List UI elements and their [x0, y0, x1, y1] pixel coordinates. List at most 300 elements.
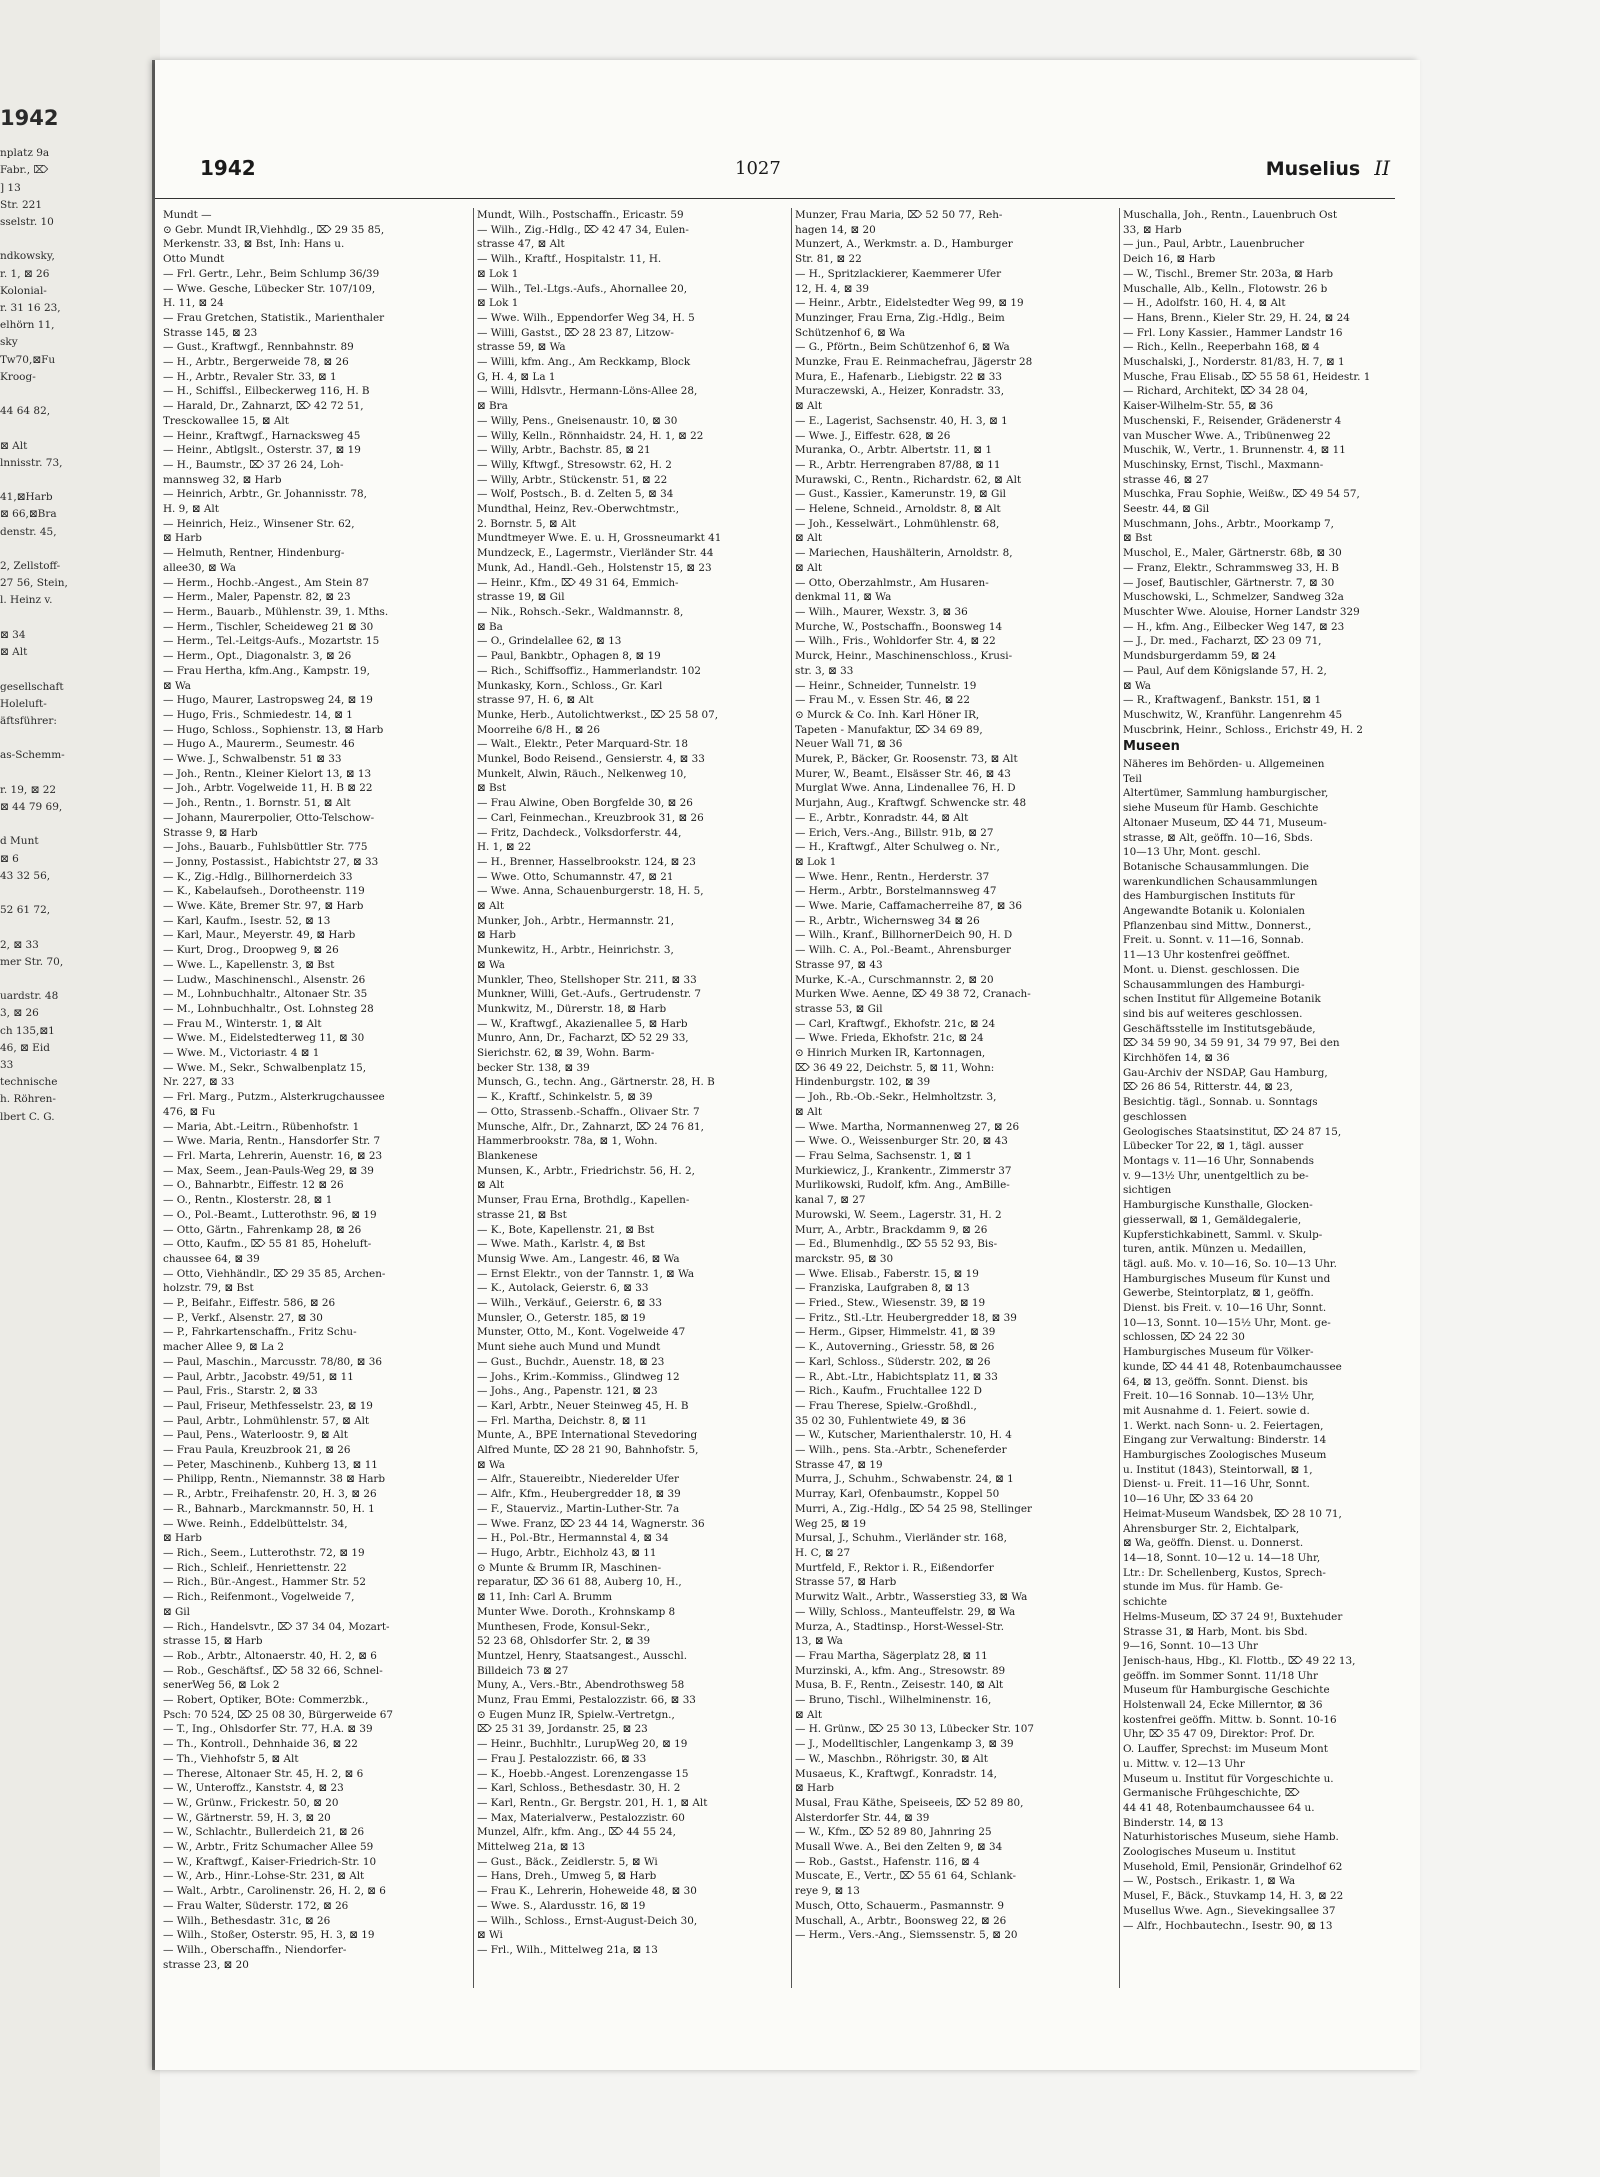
- directory-entry-line: — Willy, Arbtr., Bachstr. 85, ⊠ 21: [477, 444, 651, 457]
- directory-entry-line: Binderstr. 14, ⊠ 13: [1123, 1816, 1224, 1829]
- directory-entry-line: Muschmann, Johs., Arbtr., Moorkamp 7,: [1123, 517, 1334, 530]
- directory-entry-line: — jun., Paul, Arbtr., Lauenbrucher: [1123, 238, 1305, 251]
- directory-entry-line: — Paul, Friseur, Methfesselstr. 23, ⊠ 19: [163, 1399, 373, 1412]
- directory-entry-line: — Wwe. Franz, ⌦ 23 44 14, Wagnerstr. 36: [477, 1517, 705, 1530]
- directory-entry-line: ⊠ Harb: [163, 532, 202, 545]
- directory-entry-line: — Fritz, Dachdeck., Volksdorferstr. 44,: [477, 826, 682, 839]
- directory-entry-line: — Paul, Arbtr., Jacobstr. 49/51, ⊠ 11: [163, 1370, 354, 1383]
- directory-entry-line: ⊠ Harb: [477, 929, 516, 942]
- directory-entry-line: siehe Museum für Hamb. Geschichte: [1123, 802, 1319, 815]
- directory-entry-line: — Rich., Bür.-Angest., Hammer Str. 52: [163, 1576, 366, 1589]
- directory-entry-line: — Alfr., Stauereibtr., Niederelder Ufer: [477, 1473, 680, 1486]
- directory-entry-line: reparatur, ⌦ 36 61 88, Auberg 10, H.,: [477, 1576, 682, 1589]
- directory-entry-line: — K., Autolack, Geierstr. 6, ⊠ 33: [477, 1282, 649, 1295]
- directory-entry-line: — Alfr., Hochbautechn., Isestr. 90, ⊠ 13: [1123, 1919, 1333, 1932]
- directory-entry-line: — Gust., Kassier., Kamerunstr. 19, ⊠ Gil: [795, 488, 1006, 501]
- directory-entry-line: — Wwe. Käte, Bremer Str. 97, ⊠ Harb: [163, 900, 364, 913]
- directory-entry-line: — Heinr., Arbtr., Eidelstedter Weg 99, ⊠ 19: [795, 297, 1024, 310]
- directory-entry-line: Musal, Frau Käthe, Speiseeis, ⌦ 52 89 80,: [795, 1796, 1024, 1809]
- directory-entry-line: — Paul, Auf dem Königslande 57, H. 2,: [1123, 664, 1327, 677]
- directory-entry-line: — Wilh., Maurer, Wexstr. 3, ⊠ 36: [795, 605, 968, 618]
- directory-entry-line: — Rich., Kaufm., Fruchtallee 122 D: [795, 1385, 982, 1398]
- directory-entry-line: Munkelt, Alwin, Räuch., Nelkenweg 10,: [477, 767, 687, 780]
- directory-entry-line: — Helene, Schneid., Arnoldstr. 8, ⊠ Alt: [795, 503, 1001, 516]
- directory-entry-line: — Otto, Kaufm., ⌦ 55 81 85, Hoheluft-: [163, 1238, 372, 1251]
- directory-entry-line: marckstr. 95, ⊠ 30: [795, 1252, 894, 1265]
- facing-page-line: ndkowsky,: [0, 250, 55, 263]
- directory-entry-line: ⊙ Hinrich Murken IR, Kartonnagen,: [795, 1047, 986, 1060]
- directory-entry-line: allee30, ⊠ Wa: [163, 561, 236, 574]
- directory-entry-line: — O., Pol.-Beamt., Lutterothstr. 96, ⊠ 19: [163, 1208, 377, 1221]
- directory-entry-line: — Rob., Geschäftsf., ⌦ 58 32 66, Schnel-: [163, 1664, 383, 1677]
- directory-entry-line: Murra, J., Schuhm., Schwabenstr. 24, ⊠ 1: [795, 1473, 1014, 1486]
- directory-entry-line: — Philipp, Rentn., Niemannstr. 38 ⊠ Harb: [163, 1473, 386, 1486]
- directory-entry-line: — Herm., Gipser, Himmelstr. 41, ⊠ 39: [795, 1326, 996, 1339]
- directory-entry-line: — Paul, Pens., Waterloostr. 9, ⊠ Alt: [163, 1429, 348, 1442]
- directory-entry-line: — Th., Viehhofstr 5, ⊠ Alt: [163, 1752, 299, 1765]
- facing-page-line: 44 64 82,: [0, 405, 51, 418]
- header-keyword-text: Muselius: [1265, 158, 1361, 180]
- column-divider: [791, 208, 792, 1988]
- directory-entry-line: holzstr. 79, ⊠ Bst: [163, 1282, 254, 1295]
- directory-entry-line: schlossen, ⌦ 24 22 30: [1123, 1331, 1245, 1344]
- directory-entry-line: — Frl., Wilh., Mittelweg 21a, ⊠ 13: [477, 1943, 658, 1956]
- directory-entry-line: — Joh., Kesselwärt., Lohmühlenstr. 68,: [795, 517, 1000, 530]
- directory-entry-line: — Johann, Maurerpolier, Otto-Telschow-: [163, 811, 375, 824]
- directory-entry-line: u. Institut (1843), Steintorwall, ⊠ 1,: [1123, 1463, 1313, 1476]
- directory-entry-line: — Frau Selma, Sachsenstr. 1, ⊠ 1: [795, 1150, 973, 1162]
- directory-entry-line: — Wwe. Math., Karlstr. 4, ⊠ Bst: [477, 1238, 646, 1251]
- directory-entry-line: — Frau K., Lehrerin, Hoheweide 48, ⊠ 30: [477, 1885, 697, 1898]
- directory-entry-line: — Wilh., Verkäuf., Geierstr. 6, ⊠ 33: [477, 1297, 662, 1310]
- directory-entry-line: — Paul, Bankbtr., Ophagen 8, ⊠ 19: [477, 650, 661, 663]
- directory-entry-line: Munkwitz, M., Dürerstr. 18, ⊠ Harb: [477, 1002, 667, 1015]
- directory-entry-line: — Wilh., Kranf., BillhornerDeich 90, H. D: [795, 929, 1013, 942]
- directory-entry-line: Murtfeld, F., Rektor i. R., Eißendorfer: [795, 1561, 994, 1574]
- directory-entry-line: — Hans, Dreh., Umweg 5, ⊠ Harb: [477, 1870, 657, 1883]
- directory-entry-line: — Wwe. Maria, Rentn., Hansdorfer Str. 7: [163, 1135, 381, 1148]
- directory-entry-line: ⊠ Lok 1: [795, 855, 837, 868]
- directory-entry-line: ⊠ Wa: [1123, 679, 1151, 692]
- directory-entry-line: — Frau Hertha, kfm.Ang., Kampstr. 19,: [163, 664, 370, 677]
- directory-entry-line: Muschka, Frau Sophie, Weißw., ⌦ 49 54 57,: [1123, 488, 1360, 501]
- directory-entry-line: ⌦ 34 59 90, 34 59 91, 34 79 97, Bei den: [1123, 1037, 1340, 1050]
- directory-entry-line: — Bruno, Tischl., Wilhelminenstr. 16,: [795, 1694, 992, 1707]
- directory-entry-line: Muraczewski, A., Heizer, Konradstr. 33,: [795, 385, 1005, 398]
- facing-page-line: d Munt: [0, 835, 39, 848]
- directory-entry-line: Munkler, Theo, Stellshoper Str. 211, ⊠ 33: [477, 973, 697, 986]
- directory-entry-line: — Otto, Viehhändlr., ⌦ 29 35 85, Archen-: [163, 1267, 386, 1280]
- directory-entry-line: — Wwe. Anna, Schauenburgerstr. 18, H. 5,: [477, 885, 704, 898]
- directory-entry-line: — W., Gärtnerstr. 59, H. 3, ⊠ 20: [163, 1811, 331, 1824]
- directory-entry-line: — Karl, Maur., Meyerstr. 49, ⊠ Harb: [163, 929, 356, 942]
- directory-entry-line: Munzinger, Frau Erna, Zig.-Hdlg., Beim: [795, 311, 1005, 324]
- directory-entry-line: ⊠ Bra: [477, 400, 508, 413]
- directory-entry-line: — Frau M., v. Essen Str. 46, ⊠ 22: [795, 694, 971, 707]
- directory-entry-line: — Heinr., Abtlgslt., Osterstr. 37, ⊠ 19: [163, 444, 361, 457]
- directory-entry-line: — Wwe. Otto, Schumannstr. 47, ⊠ 21: [477, 870, 674, 883]
- directory-entry-line: — H., Arbtr., Revaler Str. 33, ⊠ 1: [163, 370, 337, 383]
- facing-page-line: 27 56, Stein,: [0, 577, 68, 590]
- facing-page-line: [0, 661, 150, 678]
- directory-entry-line: Mundsburgerdamm 59, ⊠ 24: [1123, 650, 1276, 663]
- directory-entry-line: Mont. u. Dienst. geschlossen. Die: [1123, 963, 1300, 976]
- directory-entry-line: ⊠ Gil: [163, 1605, 190, 1618]
- directory-entry-line: — W., Kfm., ⌦ 52 89 80, Jahnring 25: [795, 1826, 992, 1839]
- directory-entry-line: Schützenhof 6, ⊠ Wa: [795, 326, 906, 339]
- directory-entry-line: Strasse 31, ⊠ Harb, Mont. bis Sbd.: [1123, 1625, 1308, 1638]
- directory-entry-line: — P., Verkf., Alsenstr. 27, ⊠ 30: [163, 1311, 323, 1324]
- column-divider: [473, 208, 474, 1988]
- directory-entry-line: Hamburgisches Museum für Kunst und: [1123, 1272, 1331, 1285]
- facing-page-line: ⊠ 34: [0, 628, 26, 641]
- directory-entry-line: — Karl, Arbtr., Neuer Steinweg 45, H. B: [477, 1399, 689, 1412]
- directory-entry-line: ⊠ Wi: [477, 1929, 503, 1942]
- directory-entry-line: Kupferstichkabinett, Samml. v. Skulp-: [1123, 1228, 1323, 1241]
- directory-entry-line: — Wwe. Reinh., Eddelbüttelstr. 34,: [163, 1517, 348, 1530]
- directory-entry-line: — H., Adolfstr. 160, H. 4, ⊠ Alt: [1123, 297, 1286, 310]
- directory-entry-line: ⊠ Wa: [477, 1458, 505, 1471]
- directory-entry-line: — Herm., Arbtr., Borstelmannsweg 47: [795, 885, 997, 898]
- directory-entry-line: — Paul, Maschin., Marcusstr. 78/80, ⊠ 36: [163, 1355, 382, 1368]
- directory-entry-line: Näheres im Behörden- u. Allgemeinen: [1123, 758, 1325, 771]
- directory-entry-line: — J., Modelltischler, Langenkamp 3, ⊠ 39: [795, 1738, 1014, 1751]
- directory-entry-line: — Hugo, Schloss., Sophienstr. 13, ⊠ Harb: [163, 723, 384, 736]
- directory-entry-line: Muschowski, L., Schmelzer, Sandweg 32a: [1123, 591, 1344, 604]
- directory-entry-line: strasse 53, ⊠ Gil: [795, 1002, 883, 1015]
- directory-entry-line: 10—13 Uhr, Mont. geschl.: [1123, 846, 1261, 859]
- directory-entry-line: — W., Arbtr., Fritz Schumacher Allee 59: [163, 1841, 374, 1854]
- facing-page-line: lnnisstr. 73,: [0, 456, 63, 469]
- directory-entry-line: Sierichstr. 62, ⊠ 39, Wohn. Barm-: [477, 1047, 655, 1060]
- directory-entry-line: ⊙ Murck & Co. Inh. Karl Höner IR,: [795, 708, 980, 721]
- directory-entry-line: Musche, Frau Elisab., ⌦ 55 58 61, Heidestr. 1: [1123, 370, 1371, 383]
- directory-entry-line: — W., Grünw., Frickestr. 50, ⊠ 20: [163, 1796, 339, 1809]
- directory-entry-line: strasse 97, H. 6, ⊠ Alt: [477, 694, 594, 707]
- directory-entry-line: Munser, Frau Erna, Brothdlg., Kapellen-: [477, 1194, 690, 1207]
- directory-entry-line: — F., Stauerviz., Martin-Luther-Str. 7a: [477, 1502, 680, 1515]
- directory-entry-line: — H., Schiffsl., Eilbeckerweg 116, H. B: [163, 385, 370, 398]
- directory-entry-line: — Herm., Opt., Diagonalstr. 3, ⊠ 26: [163, 650, 352, 663]
- directory-entry-line: Murche, W., Postschaffn., Boonsweg 14: [795, 620, 1003, 633]
- directory-entry-line: Lübecker Tor 22, ⊠ 1, tägl. ausser: [1123, 1140, 1304, 1153]
- directory-entry-line: — Heinr., Schneider, Tunnelstr. 19: [795, 679, 977, 692]
- directory-entry-line: mannsweg 32, ⊠ Harb: [163, 473, 282, 486]
- directory-entry-line: Str. 81, ⊠ 22: [795, 253, 862, 266]
- directory-entry-line: — J., Dr. med., Facharzt, ⌦ 23 09 71,: [1123, 635, 1322, 648]
- directory-entry-line: — Wwe. M., Sekr., Schwalbenplatz 15,: [163, 1061, 367, 1074]
- directory-entry-line: — E., Lagerist, Sachsenstr. 40, H. 3, ⊠ 1: [795, 414, 1008, 427]
- directory-entry-line: — Jonny, Postassist., Habichtstr 27, ⊠ 33: [163, 855, 379, 868]
- directory-entry-line: mit Ausnahme d. 1. Feiert. sowie d.: [1123, 1404, 1310, 1417]
- directory-entry-line: — Wwe. Frieda, Ekhofstr. 21c, ⊠ 24: [795, 1032, 984, 1045]
- directory-entry-line: — Otto, Strassenb.-Schaffn., Olivaer Str. 7: [477, 1105, 700, 1118]
- directory-entry-line: — W., Kraftwgf., Akazienallee 5, ⊠ Harb: [477, 1017, 688, 1030]
- directory-entry-line: Murck, Heinr., Maschinenschloss., Krusi-: [795, 650, 1013, 663]
- directory-entry-line: Murri, A., Zig.-Hdlg., ⌦ 54 25 98, Stellinger: [795, 1502, 1032, 1515]
- directory-entry-line: — Paul, Arbtr., Lohmühlenstr. 57, ⊠ Alt: [163, 1414, 370, 1427]
- facing-page-line: 3, ⊠ 26: [0, 1007, 39, 1020]
- directory-entry-line: — Joh., Rentn., Kleiner Kielort 13, ⊠ 13: [163, 767, 372, 780]
- page-number: 1027: [735, 158, 781, 179]
- directory-entry-line: Hamburgisches Museum für Völker-: [1123, 1346, 1314, 1359]
- directory-entry-line: Murza, A., Stadtinsp., Horst-Wessel-Str.: [795, 1620, 1004, 1633]
- directory-entry-line: Munk, Ad., Handl.-Geh., Holstenstr 15, ⊠ 23: [477, 561, 712, 574]
- directory-entry-line: kanal 7, ⊠ 27: [795, 1194, 866, 1207]
- directory-entry-line: Strasse 9, ⊠ Harb: [163, 826, 258, 839]
- directory-entry-line: — Rob., Gastst., Hafenstr. 116, ⊠ 4: [795, 1855, 980, 1868]
- directory-entry-line: — Willy, Kftwgf., Stresowstr. 62, H. 2: [477, 458, 672, 471]
- header-keyword-suffix: II: [1374, 156, 1390, 180]
- directory-entry-line: — Rich., Schiffsoffiz., Hammerlandstr. 102: [477, 664, 701, 677]
- directory-entry-line: — H., Baumstr., ⌦ 37 26 24, Loh-: [163, 458, 344, 471]
- directory-entry-line: — Hugo, Fris., Schmiedestr. 14, ⊠ 1: [163, 708, 353, 721]
- directory-entry-line: Munte, A., BPE International Stevedoring: [477, 1429, 698, 1442]
- facing-page-line: [0, 919, 150, 936]
- facing-page-line: [0, 730, 150, 747]
- directory-entry-line: — Herm., Tischler, Scheideweg 21 ⊠ 30: [163, 620, 374, 633]
- facing-page-line: l. Heinz v.: [0, 594, 53, 607]
- directory-entry-line: Mundt, Wilh., Postschaffn., Ericastr. 59: [477, 209, 684, 221]
- directory-entry-line: ⊠ Harb: [163, 1532, 202, 1545]
- directory-entry-line: ⊠ Lok 1: [477, 297, 519, 310]
- directory-entry-line: Munz, Frau Emmi, Pestalozzistr. 66, ⊠ 33: [477, 1694, 696, 1707]
- directory-entry-line: — Rich., Kelln., Reeperbahn 168, ⊠ 4: [1123, 341, 1320, 354]
- directory-entry-line: Muschenski, F., Reisender, Grädenerstr 4: [1123, 414, 1342, 427]
- directory-entry-line: — Wilh., Tel.-Ltgs.-Aufs., Ahornallee 20,: [477, 282, 688, 295]
- directory-entry-line: Hammerbrookstr. 78a, ⊠ 1, Wohn.: [477, 1135, 658, 1148]
- directory-entry-line: Murken Wwe. Aenne, ⌦ 49 38 72, Cranach-: [795, 988, 1031, 1001]
- directory-entry-line: Otto Mundt: [163, 253, 225, 266]
- directory-entry-line: Teil: [1123, 772, 1142, 785]
- column-3: [795, 208, 1115, 1943]
- directory-entry-line: Musa, B. F., Rentn., Zeisestr. 140, ⊠ Alt: [795, 1679, 1004, 1692]
- directory-entry-line: — Richard, Architekt, ⌦ 34 28 04,: [1123, 385, 1309, 398]
- directory-entry-line: giesserwall, ⊠ 1, Gemäldegalerie,: [1123, 1213, 1302, 1226]
- directory-entry-line: 44 41 48, Rotenbaumchaussee 64 u.: [1123, 1801, 1315, 1814]
- directory-entry-line: van Muscher Wwe. A., Tribünenweg 22: [1123, 429, 1331, 442]
- facing-page-line: [0, 386, 150, 403]
- directory-entry-line: Germanische Frühgeschichte, ⌦: [1123, 1787, 1300, 1800]
- directory-entry-line: — R., Arbtr., Freihafenstr. 20, H. 3, ⊠ 26: [163, 1488, 377, 1501]
- directory-entry-line: — Max, Seem., Jean-Pauls-Weg 29, ⊠ 39: [163, 1164, 374, 1177]
- directory-entry-line: — Heinrich, Heiz., Winsener Str. 62,: [163, 517, 355, 530]
- directory-entry-line: — Heinr., Buchhltr., LurupWeg 20, ⊠ 19: [477, 1738, 688, 1751]
- directory-entry-line: Mura, E., Hafenarb., Liebigstr. 22 ⊠ 33: [795, 370, 1002, 383]
- directory-entry-line: Munter Wwe. Doroth., Krohnskamp 8: [477, 1605, 676, 1618]
- directory-entry-line: — Frau Martha, Sägerplatz 28, ⊠ 11: [795, 1649, 988, 1662]
- directory-entry-line: ⊠ Wa: [163, 679, 191, 692]
- directory-entry-line: Muschter Wwe. Alouise, Horner Landstr 329: [1123, 605, 1360, 618]
- directory-entry-line: Mundtmeyer Wwe. E. u. H, Grossneumarkt 41: [477, 532, 722, 545]
- directory-entry-line: Pflanzenbau sind Mittw., Donnerst.,: [1123, 919, 1312, 932]
- directory-entry-line: Muschalle, Alb., Kelln., Flotowstr. 26 b: [1123, 282, 1328, 295]
- directory-entry-line: Alfred Munte, ⌦ 28 21 90, Bahnhofstr. 5,: [477, 1444, 699, 1457]
- directory-entry-line: geschlossen: [1123, 1110, 1187, 1123]
- directory-entry-line: — Frl. Marta, Lehrerin, Auenstr. 16, ⊠ 23: [163, 1150, 383, 1162]
- facing-page-line: ⊠ 44 79 69,: [0, 800, 63, 813]
- directory-entry-line: — Willy, Kelln., Rönnhaidstr. 24, H. 1, ⊠ 22: [477, 429, 704, 442]
- directory-entry-line: — Willi, kfm. Ang., Am Reckkamp, Block: [477, 356, 691, 369]
- directory-entry-line: Freit. 10—16 Sonnab. 10—13½ Uhr,: [1123, 1390, 1315, 1403]
- directory-entry-line: Muscate, E., Vertr., ⌦ 55 61 64, Schlank-: [795, 1870, 1017, 1883]
- directory-entry-line: G, H. 4, ⊠ La 1: [477, 370, 556, 383]
- directory-entry-line: — Ernst Elektr., von der Tannstr. 1, ⊠ Wa: [477, 1267, 695, 1280]
- directory-entry-line: — Kurt, Drog., Droopweg 9, ⊠ 26: [163, 944, 339, 957]
- directory-entry-line: — Rich., Seem., Lutterothstr. 72, ⊠ 19: [163, 1546, 365, 1559]
- directory-entry-line: — R., Arbtr., Wichernsweg 34 ⊠ 26: [795, 914, 980, 927]
- directory-entry-line: Billdeich 73 ⊠ 27: [477, 1664, 569, 1677]
- directory-entry-line: strasse 47, ⊠ Alt: [477, 238, 565, 251]
- directory-entry-line: — R., Abt.-Ltr., Habichtsplatz 11, ⊠ 33: [795, 1370, 998, 1383]
- directory-entry-line: Munsler, O., Geterstr. 185, ⊠ 19: [477, 1311, 646, 1324]
- directory-entry-line: ⌦ 36 49 22, Deichstr. 5, ⊠ 11, Wohn:: [795, 1061, 995, 1074]
- header-year: 1942: [200, 156, 256, 180]
- directory-entry-line: — Herm., Maler, Papenstr. 82, ⊠ 23: [163, 591, 351, 604]
- directory-entry-line: Musch, Otto, Schauerm., Pasmannstr. 9: [795, 1899, 1004, 1912]
- directory-entry-line: kunde, ⌦ 44 41 48, Rotenbaumchaussee: [1123, 1360, 1342, 1373]
- directory-entry-line: denkmal 11, ⊠ Wa: [795, 591, 892, 604]
- directory-entry-line: Angewandte Botanik u. Kolonialen: [1123, 905, 1305, 918]
- directory-entry-line: ⊠ Wa: [477, 958, 505, 971]
- directory-entry-line: — Wwe. Elisab., Faberstr. 15, ⊠ 19: [795, 1267, 979, 1280]
- directory-entry-line: — Walt., Elektr., Peter Marquard-Str. 18: [477, 738, 689, 751]
- directory-entry-line: — Gust., Kraftwgf., Rennbahnstr. 89: [163, 341, 354, 354]
- directory-entry-line: — Wwe. Martha, Normannenweg 27, ⊠ 26: [795, 1120, 1020, 1133]
- directory-entry-line: H. 9, ⊠ Alt: [163, 503, 219, 516]
- directory-entry-line: ⊠ Bst: [1123, 532, 1153, 545]
- directory-entry-line: — Gust., Buchdr., Auenstr. 18, ⊠ 23: [477, 1355, 665, 1368]
- directory-entry-line: strasse 19, ⊠ Gil: [477, 591, 565, 604]
- directory-entry-line: — Max, Materialverw., Pestalozzistr. 60: [477, 1811, 685, 1824]
- directory-columns: [155, 208, 1420, 1988]
- directory-entry-line: Mundthal, Heinz, Rev.-Oberwchtmstr.,: [477, 503, 680, 516]
- directory-entry-line: — R., Bahnarb., Marckmannstr. 50, H. 1: [163, 1502, 375, 1515]
- column-1: [163, 208, 471, 1972]
- directory-entry-line: — H., Brenner, Hasselbrookstr. 124, ⊠ 23: [477, 855, 696, 868]
- directory-entry-line: — W., Kraftwgf., Kaiser-Friedrich-Str. 10: [163, 1855, 377, 1868]
- facing-page-line: elhörn 11,: [0, 319, 55, 332]
- directory-entry-line: Murer, W., Beamt., Elsässer Str. 46, ⊠ 43: [795, 767, 1011, 780]
- directory-entry-line: — Paul, Fris., Starstr. 2, ⊠ 33: [163, 1385, 318, 1398]
- directory-entry-line: Neuer Wall 71, ⊠ 36: [795, 738, 903, 751]
- directory-entry-line: becker Str. 138, ⊠ 39: [477, 1061, 590, 1074]
- directory-entry-line: — G., Pförtn., Beim Schützenhof 6, ⊠ Wa: [795, 341, 1010, 354]
- directory-entry-line: — Franz, Elektr., Schrammsweg 33, H. B: [1123, 561, 1340, 574]
- directory-entry-line: Murzinski, A., kfm. Ang., Stresowstr. 89: [795, 1664, 1006, 1677]
- facing-page-line: r. 19, ⊠ 22: [0, 783, 57, 796]
- directory-entry-line: Eingang zur Verwaltung: Binderstr. 14: [1123, 1434, 1327, 1447]
- directory-entry-line: Jenisch-haus, Hbg., Kl. Flottb., ⌦ 49 22 13,: [1123, 1654, 1356, 1667]
- directory-entry-line: — Frau Alwine, Oben Borgfelde 30, ⊠ 26: [477, 797, 693, 810]
- directory-entry-line: Schausammlungen des Hamburgi-: [1123, 978, 1305, 991]
- directory-entry-line: 52 23 68, Ohlsdorfer Str. 2, ⊠ 39: [477, 1635, 651, 1648]
- directory-entry-line: Dienst. bis Freit. v. 10—16 Uhr, Sonnt.: [1123, 1302, 1327, 1315]
- directory-entry-line: — Wwe. Henr., Rentn., Herderstr. 37: [795, 870, 990, 883]
- directory-entry-line: ⊠ 11, Inh: Carl A. Brumm: [477, 1591, 612, 1604]
- facing-page-line: [0, 610, 150, 627]
- directory-entry-line: Muranka, O., Arbtr. Albertstr. 11, ⊠ 1: [795, 444, 992, 457]
- directory-entry-line: Hamburgisches Zoologisches Museum: [1123, 1449, 1327, 1462]
- directory-entry-line: sichtigen: [1123, 1184, 1172, 1197]
- facing-page-line: lbert C. G.: [0, 1110, 55, 1123]
- directory-entry-line: — Hugo, Maurer, Lastropsweg 24, ⊠ 19: [163, 694, 373, 707]
- directory-entry-line: schen Institut für Allgemeine Botanik: [1123, 993, 1321, 1006]
- directory-entry-line: — Wilh., Bethesdastr. 31c, ⊠ 26: [163, 1914, 331, 1927]
- directory-entry-line: ⊠ Alt: [477, 1179, 505, 1192]
- directory-entry-line: — Maria, Abt.-Leitrn., Rübenhofstr. 1: [163, 1120, 360, 1133]
- directory-entry-line: — Karl, Rentn., Gr. Bergstr. 201, H. 1, ⊠ Alt: [477, 1796, 708, 1809]
- directory-entry-line: Dienst- u. Freit. 11—16 Uhr, Sonnt.: [1123, 1478, 1310, 1491]
- directory-entry-line: Munkasky, Korn., Schloss., Gr. Karl: [477, 679, 663, 692]
- directory-entry-line: — Wilh. C. A., Pol.-Beamt., Ahrensburger: [795, 944, 1012, 957]
- facing-page-line: [0, 420, 150, 437]
- directory-entry-line: hagen 14, ⊠ 20: [795, 223, 876, 236]
- directory-entry-line: Murkiewicz, J., Krankentr., Zimmerstr 37: [795, 1164, 1012, 1177]
- directory-entry-line: Munkewitz, H., Arbtr., Heinrichstr. 3,: [477, 944, 674, 957]
- directory-entry-line: Munzel, Alfr., kfm. Ang., ⌦ 44 55 24,: [477, 1826, 676, 1839]
- directory-entry-line: chaussee 64, ⊠ 39: [163, 1252, 260, 1265]
- directory-entry-line: ⊠ Wa, geöffn. Dienst. u. Donnerst.: [1123, 1537, 1304, 1550]
- directory-entry-line: — Frau Gretchen, Statistik., Marienthaler: [163, 311, 385, 324]
- directory-entry-line: strasse, ⊠ Alt, geöffn. 10—16, Sbds.: [1123, 831, 1313, 844]
- directory-entry-line: — Joh., Rb.-Ob.-Sekr., Helmholtzstr. 3,: [795, 1091, 997, 1104]
- directory-entry-line: Mundzeck, E., Lagermstr., Vierländer Str. 44: [477, 547, 714, 560]
- directory-entry-line: — W., Unteroffz., Kanststr. 4, ⊠ 23: [163, 1782, 344, 1795]
- directory-entry-line: — Wwe. S., Alardusstr. 16, ⊠ 19: [477, 1899, 646, 1912]
- facing-page-line: h. Röhren-: [0, 1093, 56, 1106]
- directory-entry-line: — Otto, Oberzahlmstr., Am Husaren-: [795, 576, 989, 589]
- directory-entry-line: — M., Lohnbuchhaltr., Ost. Lohnsteg 28: [163, 1002, 374, 1015]
- directory-entry-line: Munsch, G., techn. Ang., Gärtnerstr. 28, H. B: [477, 1076, 715, 1089]
- directory-entry-line: Musaeus, K., Kraftwgf., Konradstr. 14,: [795, 1767, 997, 1780]
- directory-entry-line: Musellus Wwe. Agn., Sievekingsallee 37: [1123, 1904, 1336, 1917]
- directory-entry-line: Muschik, W., Vertr., 1. Brunnenstr. 4, ⊠ 11: [1123, 444, 1346, 457]
- directory-entry-line: Kaiser-Wilhelm-Str. 55, ⊠ 36: [1123, 400, 1274, 413]
- facing-page-line: 2, Zellstoff-: [0, 560, 61, 573]
- directory-entry-line: O. Lauffer, Sprechst: im Museum Mont: [1123, 1743, 1328, 1756]
- directory-entry-line: Musehold, Emil, Pensionär, Grindelhof 62: [1123, 1860, 1343, 1873]
- facing-page-year: 1942: [0, 106, 59, 130]
- directory-entry-line: Strasse 145, ⊠ 23: [163, 326, 258, 339]
- directory-entry-line: — Wwe. M., Eidelstedterweg 11, ⊠ 30: [163, 1032, 365, 1045]
- facing-page-line: [0, 231, 150, 248]
- directory-entry-line: Zoologisches Museum u. Institut: [1123, 1846, 1296, 1859]
- directory-entry-line: turen, antik. Münzen u. Medaillen,: [1123, 1243, 1307, 1256]
- facing-page-lines: [0, 145, 150, 1126]
- directory-entry-line: Strasse 97, ⊠ 43: [795, 958, 883, 971]
- facing-page-line: mer Str. 70,: [0, 955, 64, 968]
- directory-entry-line: — Wolf, Postsch., B. d. Zelten 5, ⊠ 34: [477, 488, 674, 501]
- directory-entry-line: Munkner, Willi, Get.-Aufs., Gertrudenstr. 7: [477, 988, 702, 1001]
- facing-page-line: technische: [0, 1076, 58, 1089]
- directory-entry-line: — H., Pol.-Btr., Hermannstal 4, ⊠ 34: [477, 1532, 669, 1545]
- facing-page-line: 2, ⊠ 33: [0, 938, 39, 951]
- directory-entry-line: Munke, Herb., Autolichtwerkst., ⌦ 25 58 07,: [477, 708, 719, 721]
- directory-entry-line: 2. Bornstr. 5, ⊠ Alt: [477, 517, 576, 530]
- directory-entry-line: — Fried., Stew., Wiesenstr. 39, ⊠ 19: [795, 1297, 986, 1310]
- directory-entry-line: — Frau Therese, Spielw.-Großhdl.,: [795, 1399, 977, 1412]
- directory-entry-line: — Karl, Kaufm., Isestr. 52, ⊠ 13: [163, 914, 331, 927]
- directory-entry-line: — W., Postsch., Erikastr. 1, ⊠ Wa: [1123, 1875, 1296, 1888]
- directory-entry-line: 1. Werkt. nach Sonn- u. 2. Feiertagen,: [1123, 1419, 1324, 1432]
- directory-entry-line: Muschwitz, W., Kranführ. Langenrehm 45: [1123, 708, 1343, 721]
- directory-entry-line: — Wilh., pens. Sta.-Arbtr., Scheneferder: [795, 1444, 1007, 1457]
- directory-entry-line: Psch: 70 524, ⌦ 25 08 30, Bürgerweide 67: [163, 1708, 393, 1721]
- directory-entry-line: — Helmuth, Rentner, Hindenburg-: [163, 547, 345, 560]
- directory-entry-line: Geschäftsstelle im Institutsgebäude,: [1123, 1022, 1316, 1035]
- directory-entry-line: kostenfrei geöffn. Mittw. b. Sonnt. 10-16: [1123, 1713, 1337, 1726]
